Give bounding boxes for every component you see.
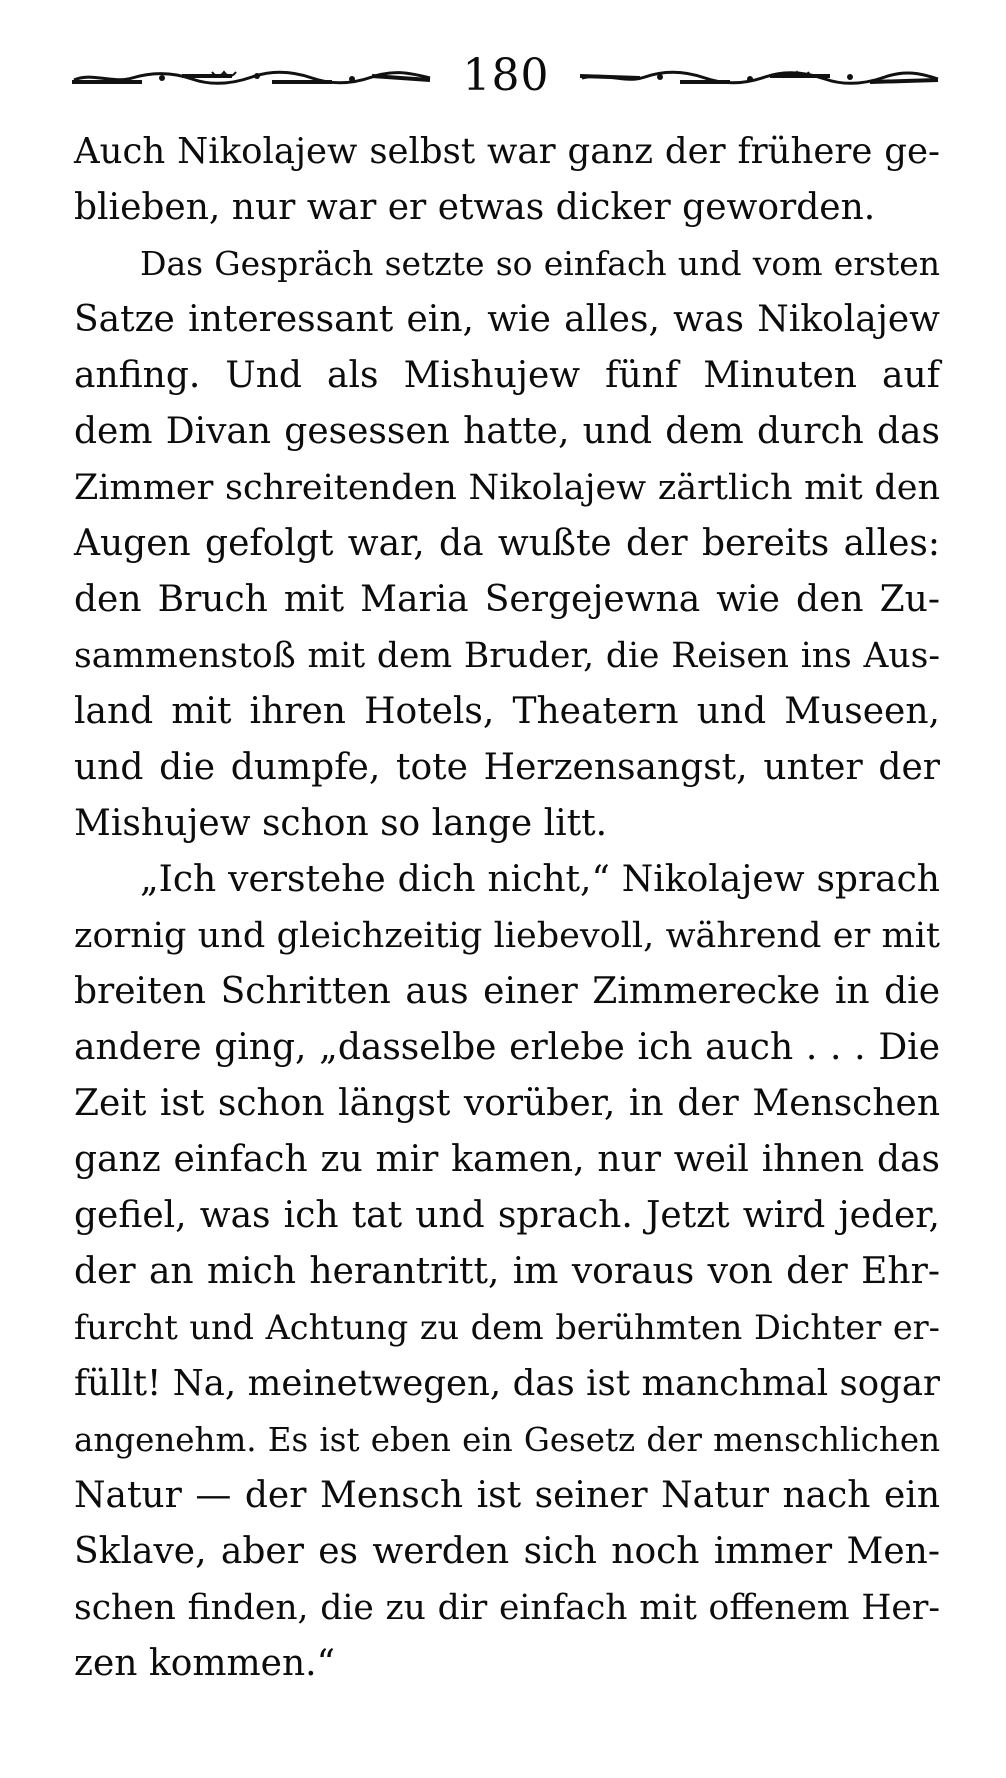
text-line: blieben, nur war er etwas dicker geworden. (74, 187, 876, 228)
text-line: anfing. Und als Mishujew fünf Minuten auf (74, 355, 940, 396)
page-number: 180 (462, 50, 550, 101)
text-line: den Bruch mit Maria Sergejewna wie den Zu- (74, 579, 940, 620)
text-line: Das Gespräch setzte so einfach und vom ersten (140, 244, 940, 283)
text-line: Satze interessant ein, wie alles, was Nikolajew (74, 299, 940, 340)
text-line: zornig und gleichzeitig liebevoll, während er mit (74, 916, 940, 956)
text-line: Sklave, aber es werden sich noch immer Men- (74, 1531, 940, 1572)
text-line: Natur — der Mensch ist seiner Natur nach ein (74, 1475, 940, 1516)
text-line: Augen gefolgt war, da wußte der bereits alles: (74, 523, 940, 564)
text-line: Zimmer schreitenden Nikolajew zärtlich mit den (74, 468, 940, 508)
page-header (72, 48, 940, 104)
text-line: und die dumpfe, tote Herzensangst, unter der (74, 747, 940, 788)
text-line: Auch Nikolajew selbst war ganz der frühere ge- (74, 131, 940, 172)
body-text (74, 124, 940, 1692)
text-line: breiten Schritten aus einer Zimmerecke in die (74, 971, 940, 1012)
text-line: Mishujew schon so lange litt. (74, 803, 608, 844)
text-line: dem Divan gesessen hatte, und dem durch das (74, 411, 940, 452)
text-line: gefiel, was ich tat und sprach. Jetzt wird jeder, (74, 1195, 940, 1236)
text-line: angenehm. Es ist eben ein Gesetz der menschlichen (74, 1421, 940, 1459)
decorative-rule-right (580, 66, 940, 90)
text-line: der an mich herantritt, im voraus von der Ehr- (74, 1251, 940, 1292)
text-line: furcht und Achtung zu dem berühmten Dichter er- (74, 1308, 940, 1347)
text-line: zen kommen.“ (74, 1643, 335, 1684)
text-line: ganz einfach zu mir kamen, nur weil ihnen das (74, 1139, 940, 1180)
text-line: Zeit ist schon längst vorüber, in der Menschen (74, 1083, 940, 1124)
text-line: sammenstoß mit dem Bruder, die Reisen ins Aus- (74, 636, 940, 676)
text-line: land mit ihren Hotels, Theatern und Museen, (74, 691, 940, 732)
text-line: „Ich verstehe dich nicht,“ Nikolajew sprach (140, 859, 940, 900)
text-line: füllt! Na, meinetwegen, das ist manchmal sogar (74, 1363, 940, 1404)
text-line: andere ging, „dasselbe erlebe ich auch . . . Die (74, 1027, 940, 1068)
text-line: schen finden, die zu dir einfach mit offenem Her- (74, 1588, 940, 1628)
